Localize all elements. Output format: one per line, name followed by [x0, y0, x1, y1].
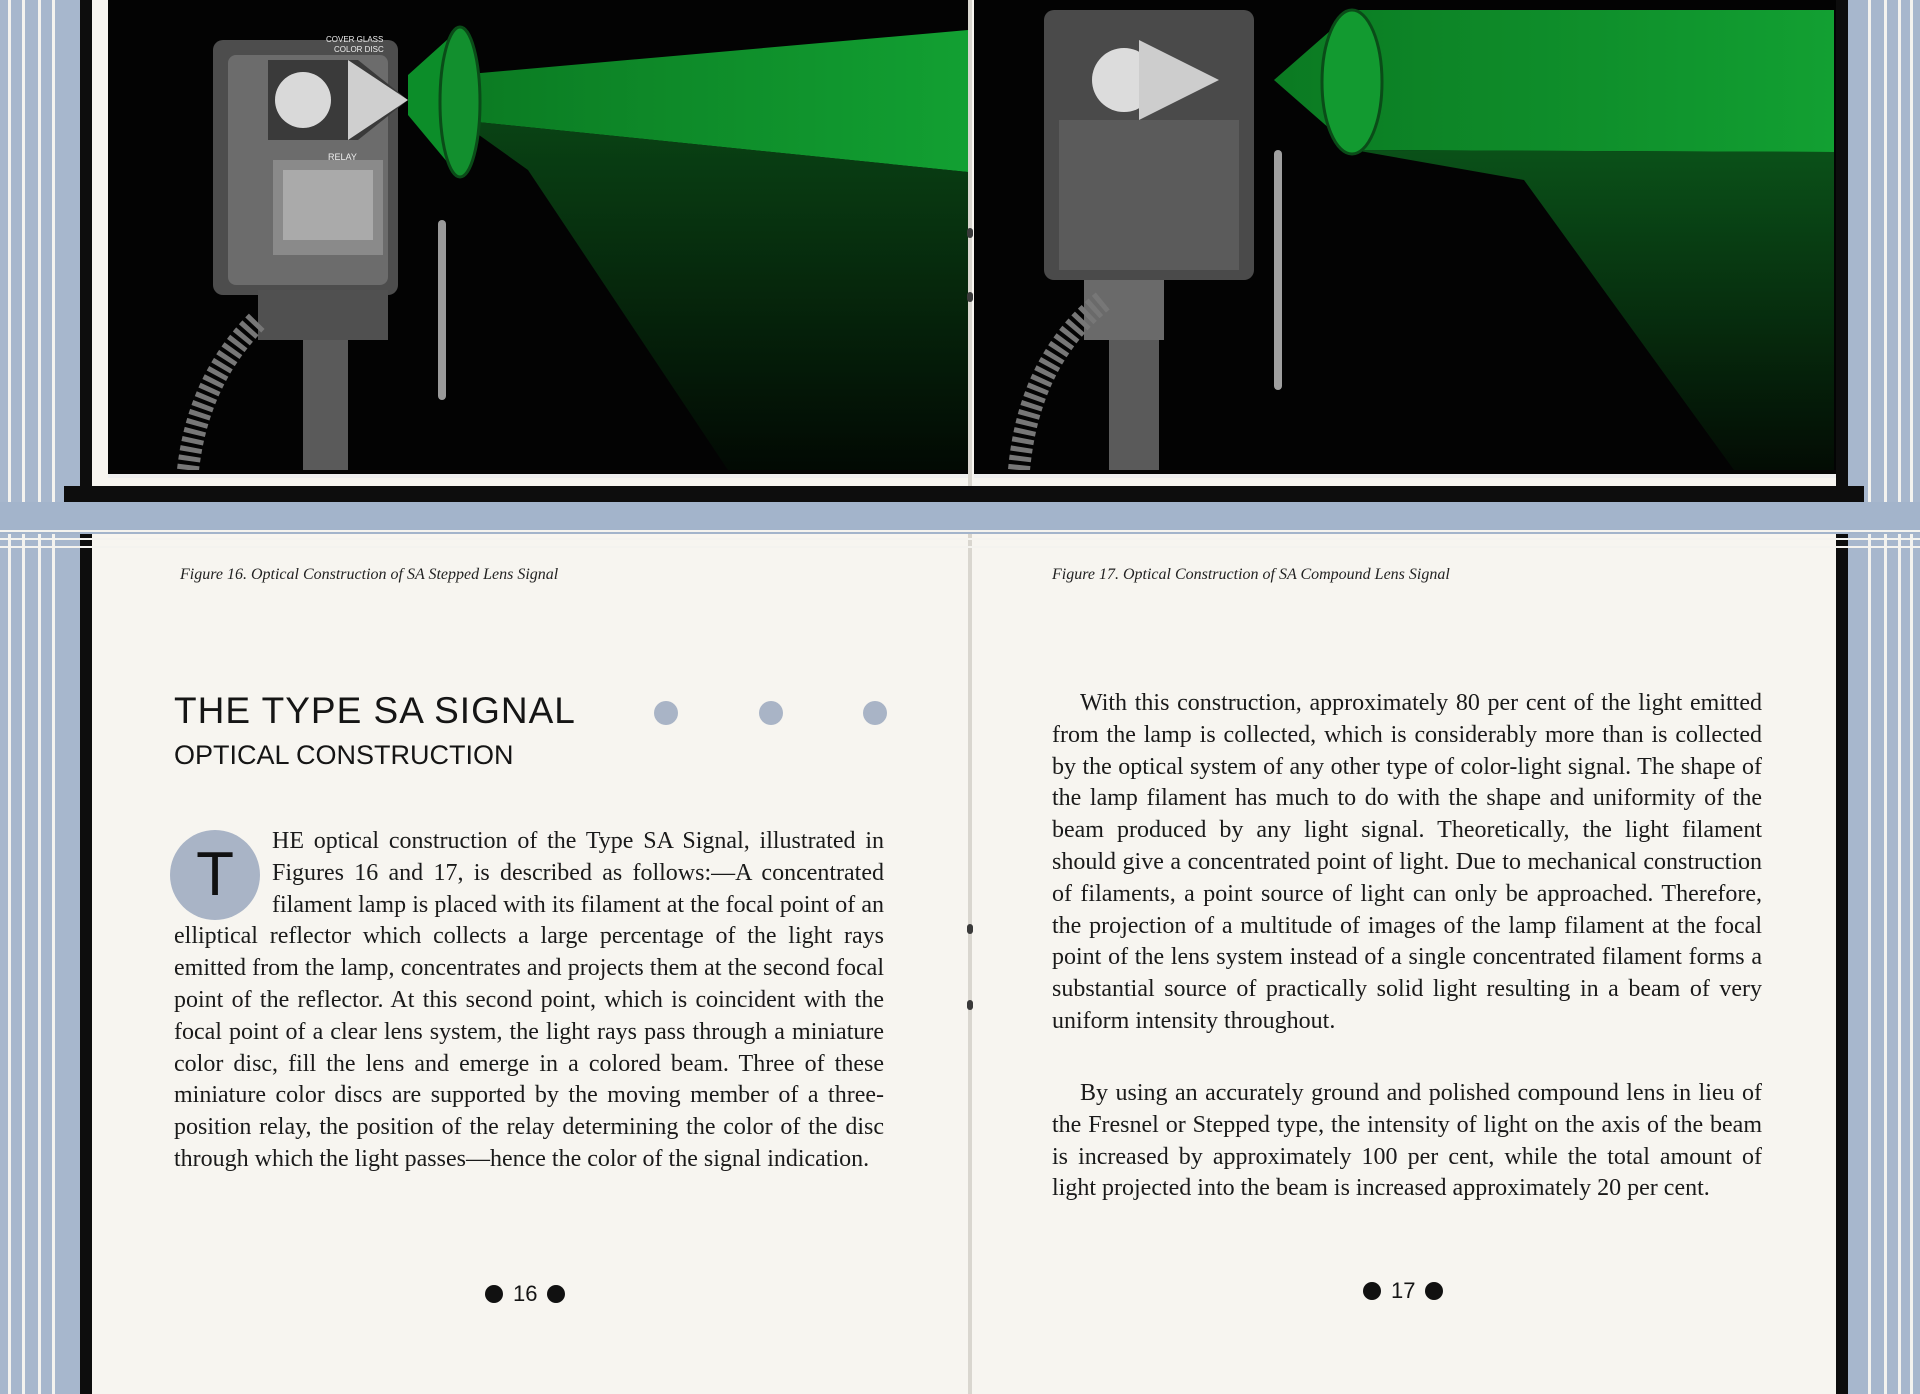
page-number-text: 16: [513, 1281, 538, 1306]
horizontal-frame-bar: [64, 486, 1864, 502]
binding-stitch: [967, 1000, 973, 1010]
binding-stitch: [967, 292, 973, 302]
left-paragraph: HE optical construction of the Type SA Signal, illustrated in Figures 16 and 17, is described as follows:—A concentrated filament lamp is placed with its filament at the focal point of an elliptical reflector which collects a large percentage of the light rays emitted from the lamp, concentrates and projects them at the second focal point of the reflector. At this second point, which is coincident with the focal point of a clear lens system, the light rays pass through a miniature color disc, fill the lens and emerge in a colored beam. Three of these miniature color discs are supported by the moving member of a three-position relay, the position of the relay determining the color of the disc through which the light passes—hence the color of the signal indication.: [174, 828, 884, 1172]
figure-16-caption: Figure 16. Optical Construction of SA Stepped Lens Signal: [180, 566, 559, 583]
border-stripe: [22, 0, 25, 1394]
left-border-band: [0, 0, 84, 1394]
band-stripe: [0, 546, 1920, 548]
band-stripe: [0, 538, 1920, 540]
cover-glass-label: COVER GLASS: [326, 35, 384, 44]
left-page-frame: [80, 0, 92, 1394]
border-stripe: [1910, 0, 1913, 1394]
decorative-dot: [759, 701, 783, 725]
figure-16-image: [108, 0, 968, 478]
border-stripe: [52, 0, 55, 1394]
relay-label: RELAY: [328, 152, 357, 162]
right-paragraph-1: With this construction, approximately 80 per cent of the light emitted from the lamp is collected, which is considerably more than is collected by the optical system of any other type of color-light signal. The shape of the lamp filament has much to do with the shape and uniformity of the beam produced by any light signal. Theoretically, the light filament should give a concentrated point of light. Due to mechanical construction of filaments, a point source of light can only be approached. Therefore, the projection of a multitude of images of the lamp filament at the focal point of the lens system instead of a single concentrated filament forms a substantial source of practically solid light resulting in a beam of very uniform intensity throughout.: [1052, 690, 1762, 1034]
figure-17-image: [974, 0, 1836, 478]
binding-stitch: [967, 924, 973, 934]
border-stripe: [8, 0, 11, 1394]
bullet-icon: [485, 1285, 503, 1303]
border-stripe: [38, 0, 41, 1394]
bullet-icon: [1363, 1282, 1381, 1300]
book-gutter: [968, 0, 972, 1394]
color-disc-label: COLOR DISC: [334, 45, 384, 54]
band-stripe: [0, 530, 1920, 532]
right-page-frame: [1836, 0, 1848, 1394]
drop-cap: T: [170, 830, 260, 920]
border-stripe: [1884, 0, 1887, 1394]
section-subtitle: OPTICAL CONSTRUCTION: [174, 740, 514, 770]
border-stripe: [1898, 0, 1901, 1394]
decorative-dot: [654, 701, 678, 725]
bullet-icon: [1425, 1282, 1443, 1300]
decorative-dot: [863, 701, 887, 725]
bullet-icon: [547, 1285, 565, 1303]
section-title: THE TYPE SA SIGNAL: [174, 690, 576, 731]
page-number-left: [485, 1281, 565, 1307]
left-body-text: [174, 826, 884, 1176]
binding-stitch: [967, 228, 973, 238]
border-stripe: [1868, 0, 1871, 1394]
page-number-text: 17: [1391, 1278, 1416, 1303]
right-paragraph-2: By using an accurately ground and polished compound lens in lieu of the Fresnel or Stepped type, the intensity of light on the axis of the beam is increased by approximately 100 per cent, while the total amount of light projected into the beam is increased approximately 20 per cent.: [1052, 1080, 1762, 1202]
page-number-right: [1363, 1278, 1443, 1304]
figure-17-caption: Figure 17. Optical Construction of SA Compound Lens Signal: [1052, 566, 1450, 583]
right-border-band: [1840, 0, 1920, 1394]
